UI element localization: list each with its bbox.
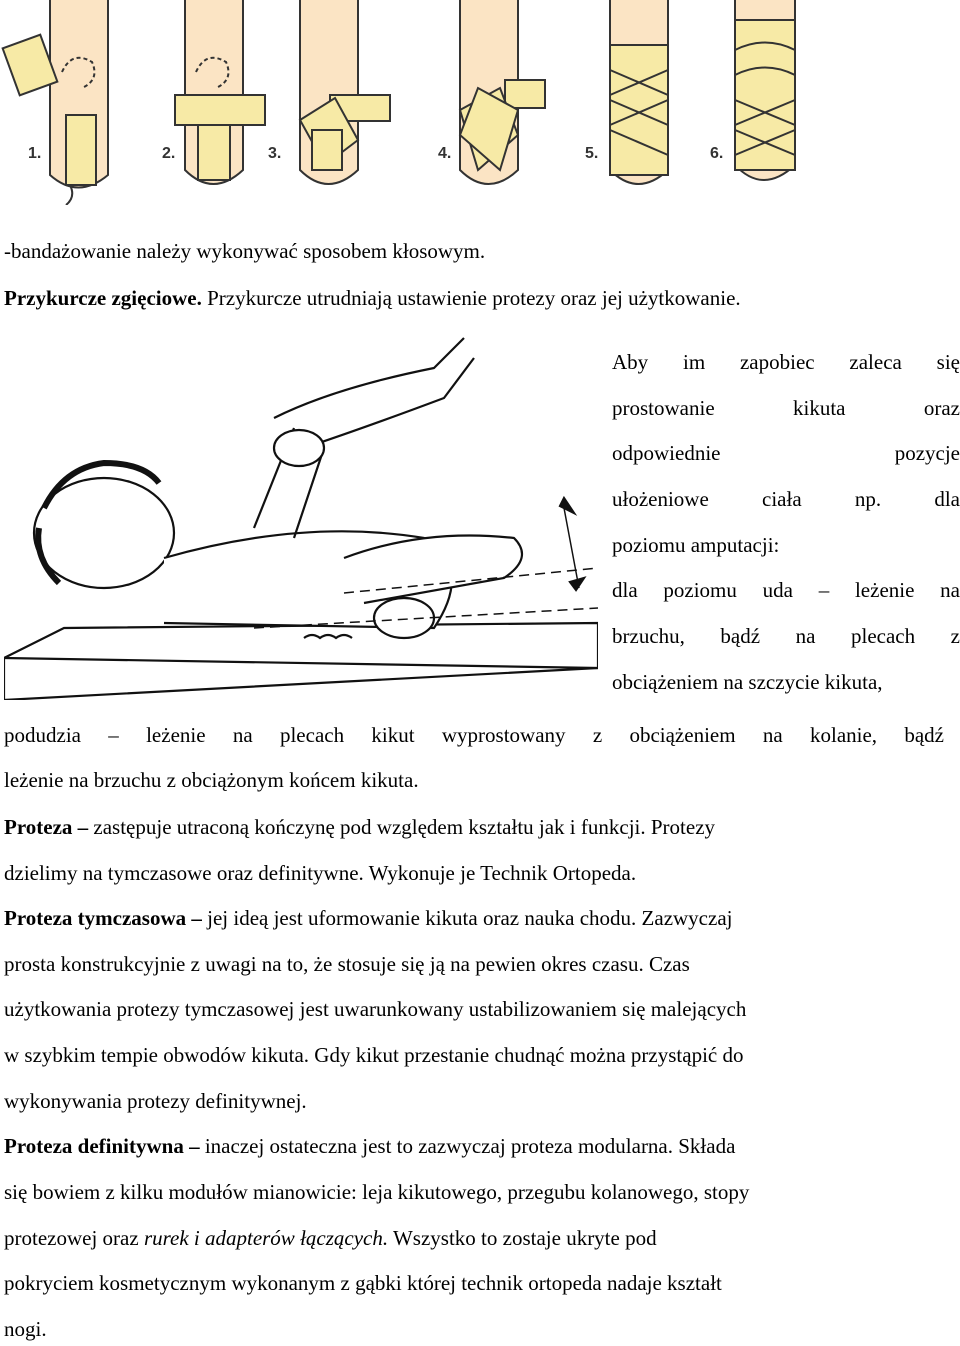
patient-positioning-illustration <box>4 328 598 700</box>
lower-leg-line-2: leżenie na brzuchu z obciążonym końcem kikuta. <box>4 768 419 792</box>
definitive-line-5: nogi. <box>4 1317 47 1341</box>
contractures-heading: Przykurcze zgięciowe. <box>4 286 202 310</box>
bandage-step-1 <box>3 0 108 205</box>
right-line-8: obciążeniem na szczycie kikuta, <box>612 670 883 694</box>
bandaging-method-text: -bandażowanie należy wykonywać sposobem kłosowym. <box>4 239 486 263</box>
right-line-7: brzuchu, bądź na plecach z <box>612 624 960 648</box>
temporary-heading: Proteza tymczasowa – <box>4 906 202 930</box>
temporary-line-3: użytkowania protezy tymczasowej jest uwarunkowany ustabilizowaniem się malejących <box>4 997 747 1021</box>
step-label-5: 5. <box>585 145 599 162</box>
step-label-4: 4. <box>438 145 452 162</box>
right-line-2: prostowanie kikuta oraz <box>612 396 960 420</box>
temporary-prosthesis-paragraph: Proteza tymczasowa – jej ideą jest uformowanie kikuta oraz nauka chodu. Zazwyczaj <box>4 906 733 930</box>
temporary-line-5: wykonywania protezy definitywnej. <box>4 1089 307 1113</box>
definitive-line-3: protezowej oraz rurek i adapterów łączących. Wszystko to zostaje ukryte pod <box>4 1226 657 1250</box>
mattress <box>4 623 598 700</box>
bandage-step-5 <box>610 0 668 184</box>
prosthesis-line-2: dzielimy na tymczasowe oraz definitywne. Wykonuje je Technik Ortopeda. <box>4 861 637 885</box>
definitive-line-4: pokryciem kosmetycznym wykonanym z gąbki której technik ortopeda nadaje kształt <box>4 1271 722 1295</box>
prosthesis-paragraph: Proteza – zastępuje utraconą kończynę pod względem kształtu jak i funkcji. Protezy <box>4 815 716 839</box>
bandage-step-3 <box>300 0 390 184</box>
contractures-text: Przykurcze utrudniają ustawienie protezy oraz jej użytkowanie. <box>201 286 741 310</box>
contractures-paragraph <box>4 285 741 311</box>
right-line-5: poziomu amputacji: <box>612 533 780 557</box>
step-label-3: 3. <box>268 145 282 162</box>
right-line-3: odpowiednie pozycje <box>612 441 960 465</box>
right-line-4: ułożeniowe ciała np. dla <box>612 487 960 511</box>
right-line-1: Aby im zapobiec zaleca się <box>612 350 960 374</box>
lower-leg-line-1: podudzia – leżenie na plecach kikut wyprostowany z obciążeniem na kolanie, bądź <box>4 723 944 747</box>
bandage-step-4 <box>460 0 545 184</box>
temporary-line-2: prosta konstrukcyjnie z uwagi na to, że stosuje się ją na pewien okres czasu. Czas <box>4 952 690 976</box>
step-label-2: 2. <box>162 145 176 162</box>
temporary-line-4: w szybkim tempie obwodów kikuta. Gdy kikut przestanie chudnąć można przystąpić do <box>4 1043 744 1067</box>
definitive-prosthesis-paragraph: Proteza definitywna – inaczej ostateczna jest to zazwyczaj proteza modularna. Składa <box>4 1134 736 1158</box>
definitive-line-2: się bowiem z kilku modułów mianowicie: leja kikutowego, przegubu kolanowego, stopy <box>4 1180 750 1204</box>
step-label-1: 1. <box>28 145 42 162</box>
right-line-6: dla poziomu uda – leżenie na <box>612 578 960 602</box>
bandage-step-6 <box>735 0 795 180</box>
prosthesis-heading: Proteza – <box>4 815 89 839</box>
bandaging-steps-illustration <box>0 0 800 205</box>
step-label-6: 6. <box>710 145 724 162</box>
definitive-heading: Proteza definitywna – <box>4 1134 200 1158</box>
modules-italic: rurek i adapterów łączących. <box>143 1226 389 1250</box>
bandage-step-2 <box>175 0 265 184</box>
